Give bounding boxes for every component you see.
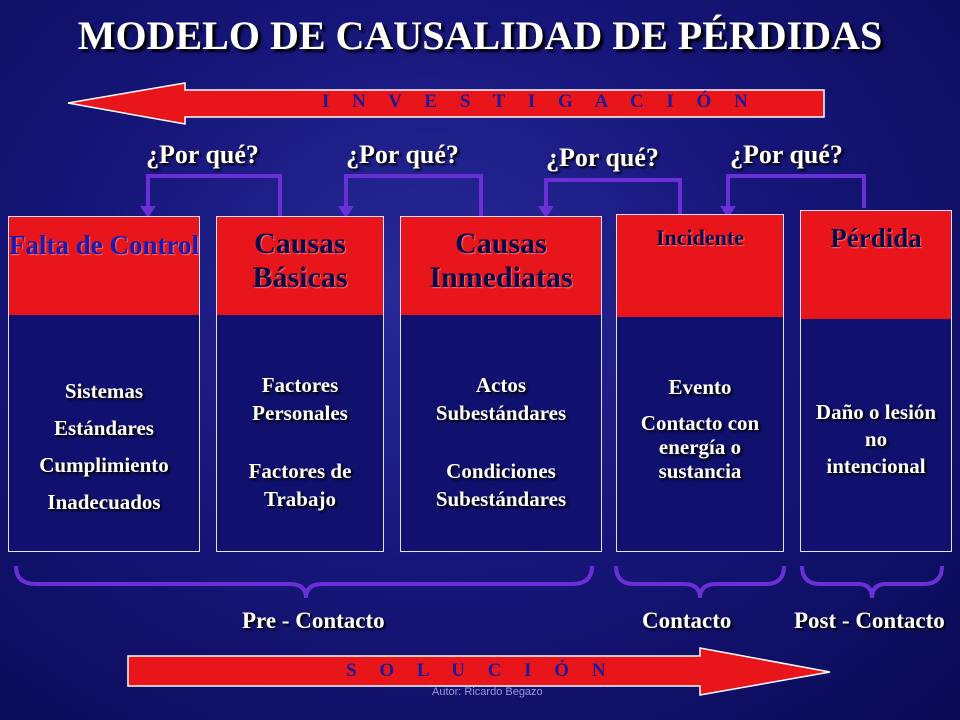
- box-title: [9, 217, 199, 315]
- phase-contacto: Contacto: [642, 608, 732, 633]
- brace-post-contacto: [802, 566, 942, 598]
- box-line: Evento: [668, 375, 732, 399]
- investigation-label: I N V E S T I G A C I Ó N: [322, 91, 757, 112]
- box-body: [801, 319, 951, 551]
- why-connector-2: [346, 176, 481, 216]
- box-incidente: [616, 214, 784, 552]
- box-title-text: Incidente: [656, 225, 744, 250]
- why-label-3: ¿Por qué?: [546, 143, 659, 172]
- box-title: [401, 217, 601, 315]
- why-connector-4: [728, 176, 864, 208]
- box-title: [801, 211, 951, 319]
- why-label-1: ¿Por qué?: [146, 140, 259, 169]
- page-title: MODELO DE CAUSALIDAD DE PÉRDIDAS: [77, 13, 883, 58]
- box-falta-de-control: [8, 216, 200, 552]
- box-body: [217, 315, 383, 551]
- box-title-text: Causas Inmediatas: [429, 227, 573, 294]
- box-line: Condiciones Subestándares: [435, 459, 567, 511]
- box-line: Cumplimiento: [39, 453, 169, 477]
- box-line: Contacto con energía o sustancia: [640, 411, 760, 483]
- box-title-text: Falta de Control: [9, 230, 199, 260]
- box-line: Actos Subestándares: [435, 373, 567, 425]
- box-line: Estándares: [54, 416, 154, 440]
- why-label-2: ¿Por qué?: [346, 140, 459, 169]
- solution-label: S O L U C I Ó N: [346, 660, 615, 681]
- brace-contacto: [616, 566, 784, 598]
- box-causas-inmediatas: [400, 216, 602, 552]
- box-body: [9, 315, 199, 551]
- why-label-4: ¿Por qué?: [730, 140, 843, 169]
- box-perdida: [800, 210, 952, 552]
- why-connector-1: [148, 176, 280, 216]
- why-connectors: [148, 176, 864, 216]
- box-title: [217, 217, 383, 315]
- brace-pre-contacto: [16, 566, 592, 598]
- phase-pre-contacto: Pre - Contacto: [242, 608, 385, 633]
- why-connector-3: [546, 180, 680, 216]
- box-line: Sistemas: [64, 379, 144, 403]
- box-line: Daño o lesión no intencional: [815, 400, 937, 478]
- box-title: [617, 215, 783, 317]
- box-body: [617, 317, 783, 551]
- box-title-text: Pérdida: [830, 223, 922, 253]
- box-causas-basicas: [216, 216, 384, 552]
- box-line: Factores Personales: [252, 373, 348, 425]
- phase-post-contacto: Post - Contacto: [794, 608, 945, 633]
- box-body: [401, 315, 601, 551]
- box-title-text: Causas Básicas: [252, 227, 348, 294]
- box-line: Factores de Trabajo: [248, 459, 352, 511]
- box-line: Inadecuados: [47, 490, 161, 514]
- author-credit: Autor: Ricardo Begazo: [432, 686, 543, 698]
